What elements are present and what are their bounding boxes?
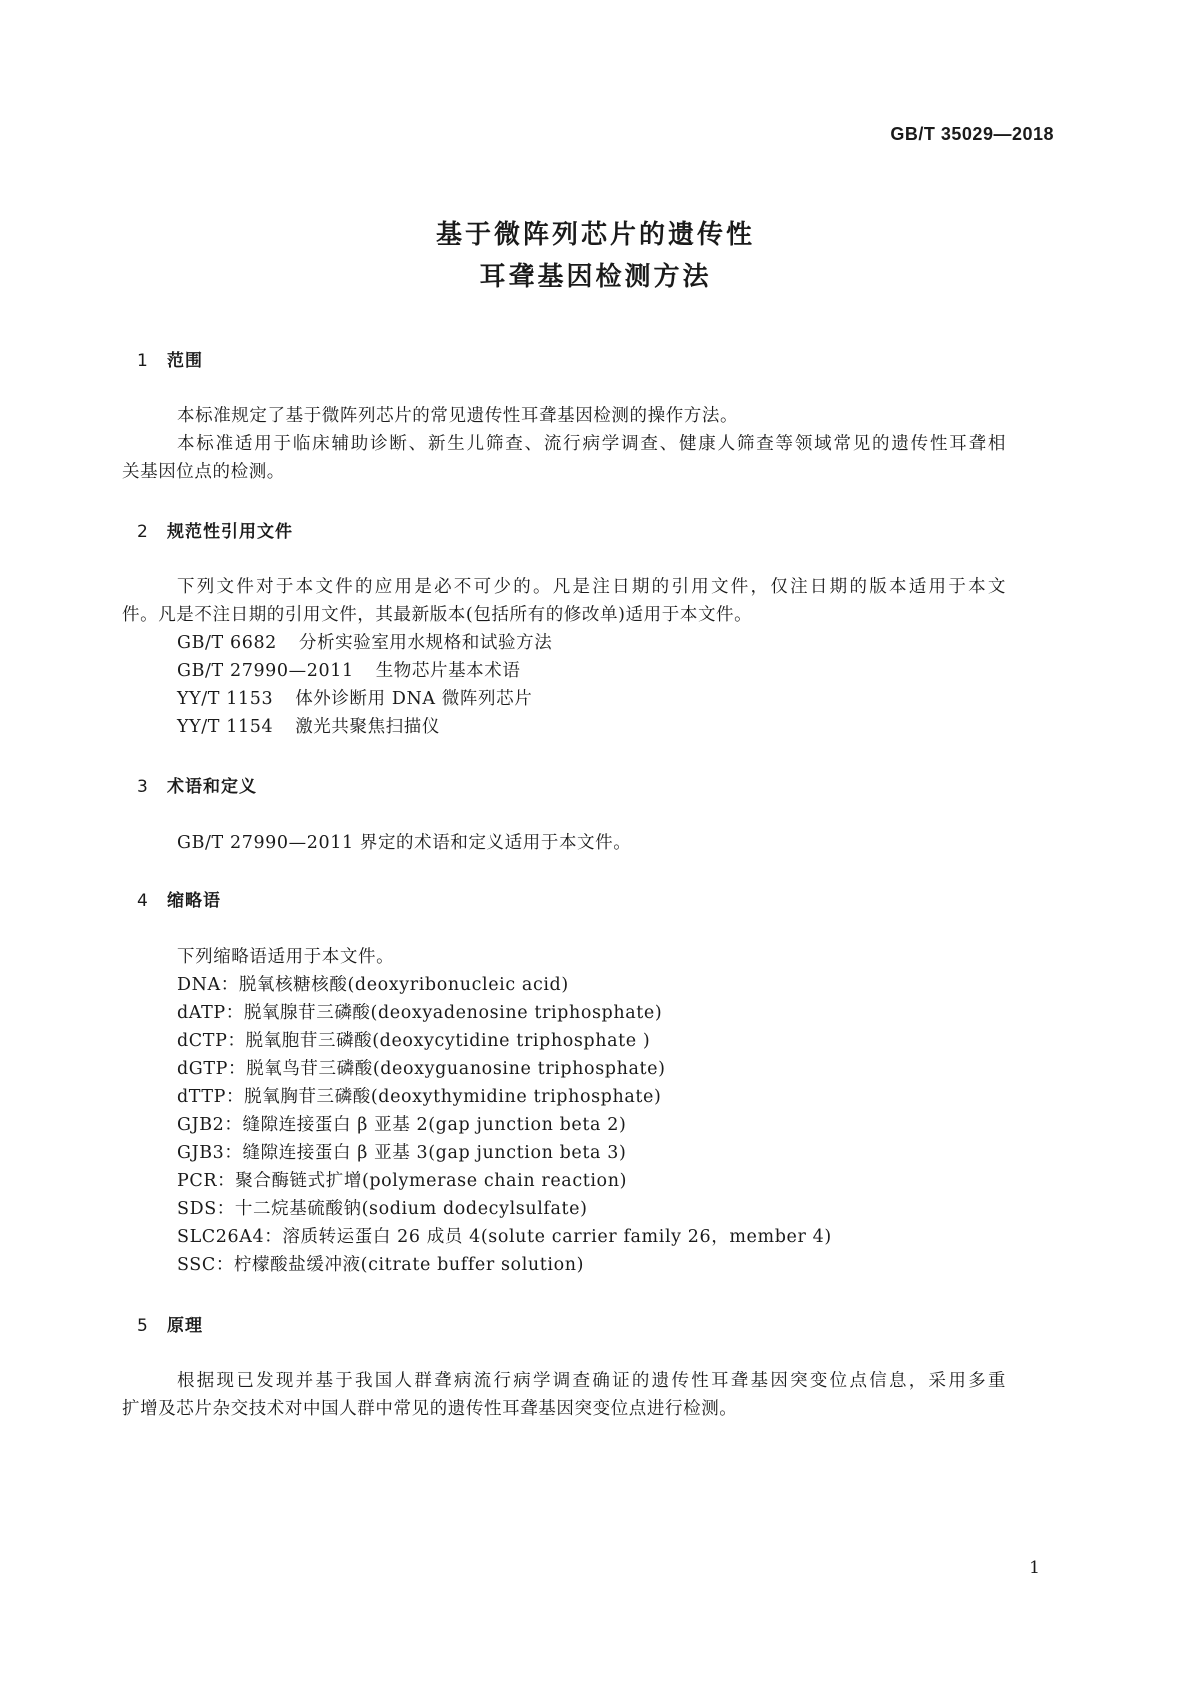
- abbreviation-item: DNA：脱氧核糖核酸(deoxyribonucleic acid): [177, 975, 569, 995]
- section-3-heading: [137, 772, 257, 797]
- abbreviation-item: dTTP：脱氧胸苷三磷酸(deoxythymidine triphosphate): [177, 1087, 662, 1107]
- section-title: 缩略语: [167, 891, 221, 911]
- scope-paragraph-2-line-2: 关基因位点的检测。: [122, 462, 285, 482]
- reference-item: [177, 713, 440, 738]
- document-title-line-1: 基于微阵列芯片的遗传性: [435, 220, 755, 250]
- reference-item: [177, 657, 521, 682]
- document-title-line-2: 耳聋基因检测方法: [479, 262, 712, 292]
- page-number: 1: [1029, 1558, 1040, 1578]
- reference-title: 激光共聚焦扫描仪: [295, 717, 440, 737]
- section-title: 规范性引用文件: [167, 522, 293, 542]
- standard-code: GB/T 35029—2018: [890, 124, 1054, 144]
- normative-paragraph-line-2: 件。凡是不注日期的引用文件，其最新版本(包括所有的修改单)适用于本文件。: [122, 605, 753, 625]
- reference-code: YY/T 1154: [177, 717, 274, 737]
- abbreviation-item: dCTP：脱氧胞苷三磷酸(deoxycytidine triphosphate ): [177, 1031, 651, 1051]
- abbreviation-item: SLC26A4：溶质转运蛋白 26 成员 4(solute carrier family 26，member 4): [177, 1227, 832, 1247]
- reference-code: GB/T 6682: [177, 633, 277, 653]
- reference-title: 体外诊断用 DNA 微阵列芯片: [295, 689, 533, 709]
- scope-paragraph-2-line-1: 本标准适用于临床辅助诊断、新生儿筛查、流行病学调查、健康人筛查等领域常见的遗传性耳聋相: [177, 434, 1006, 454]
- section-title: 原理: [167, 1316, 203, 1336]
- section-number: 3: [137, 777, 149, 797]
- reference-item: [177, 629, 552, 654]
- section-number: 2: [137, 522, 149, 542]
- section-4-heading: [137, 886, 221, 911]
- principle-paragraph-line-2: 扩增及芯片杂交技术对中国人群中常见的遗传性耳聋基因突变位点进行检测。: [122, 1399, 738, 1419]
- section-5-heading: [137, 1311, 203, 1336]
- reference-item: [177, 685, 532, 710]
- section-2-heading: [137, 517, 293, 542]
- reference-code: GB/T 27990—2011: [177, 661, 354, 681]
- abbreviation-item: PCR：聚合酶链式扩增(polymerase chain reaction): [177, 1171, 627, 1191]
- abbreviation-item: SDS：十二烷基硫酸钠(sodium dodecylsulfate): [177, 1199, 588, 1219]
- terms-paragraph: GB/T 27990—2011 界定的术语和定义适用于本文件。: [177, 833, 632, 853]
- section-title: 术语和定义: [167, 777, 257, 797]
- normative-paragraph-line-1: 下列文件对于本文件的应用是必不可少的。凡是注日期的引用文件，仅注日期的版本适用于本文: [177, 577, 1006, 597]
- reference-title: 生物芯片基本术语: [375, 661, 521, 681]
- reference-code: YY/T 1153: [177, 689, 274, 709]
- abbreviation-item: dGTP：脱氧鸟苷三磷酸(deoxyguanosine triphosphate): [177, 1059, 666, 1079]
- abbreviation-item: SSC：柠檬酸盐缓冲液(citrate buffer solution): [177, 1255, 585, 1275]
- abbreviation-item: GJB3：缝隙连接蛋白 β 亚基 3(gap junction beta 3): [177, 1143, 627, 1163]
- reference-title: 分析实验室用水规格和试验方法: [298, 633, 553, 653]
- section-number: 1: [137, 351, 149, 371]
- section-1-heading: [137, 346, 203, 371]
- section-title: 范围: [167, 351, 203, 371]
- abbreviations-intro: 下列缩略语适用于本文件。: [177, 947, 395, 967]
- principle-paragraph-line-1: 根据现已发现并基于我国人群聋病流行病学调查确证的遗传性耳聋基因突变位点信息，采用多重: [177, 1371, 1006, 1391]
- abbreviation-item: GJB2：缝隙连接蛋白 β 亚基 2(gap junction beta 2): [177, 1115, 627, 1135]
- scope-paragraph-1: 本标准规定了基于微阵列芯片的常见遗传性耳聋基因检测的操作方法。: [177, 406, 739, 426]
- section-number: 4: [137, 891, 149, 911]
- abbreviation-item: dATP：脱氧腺苷三磷酸(deoxyadenosine triphosphate): [177, 1003, 663, 1023]
- section-number: 5: [137, 1316, 149, 1336]
